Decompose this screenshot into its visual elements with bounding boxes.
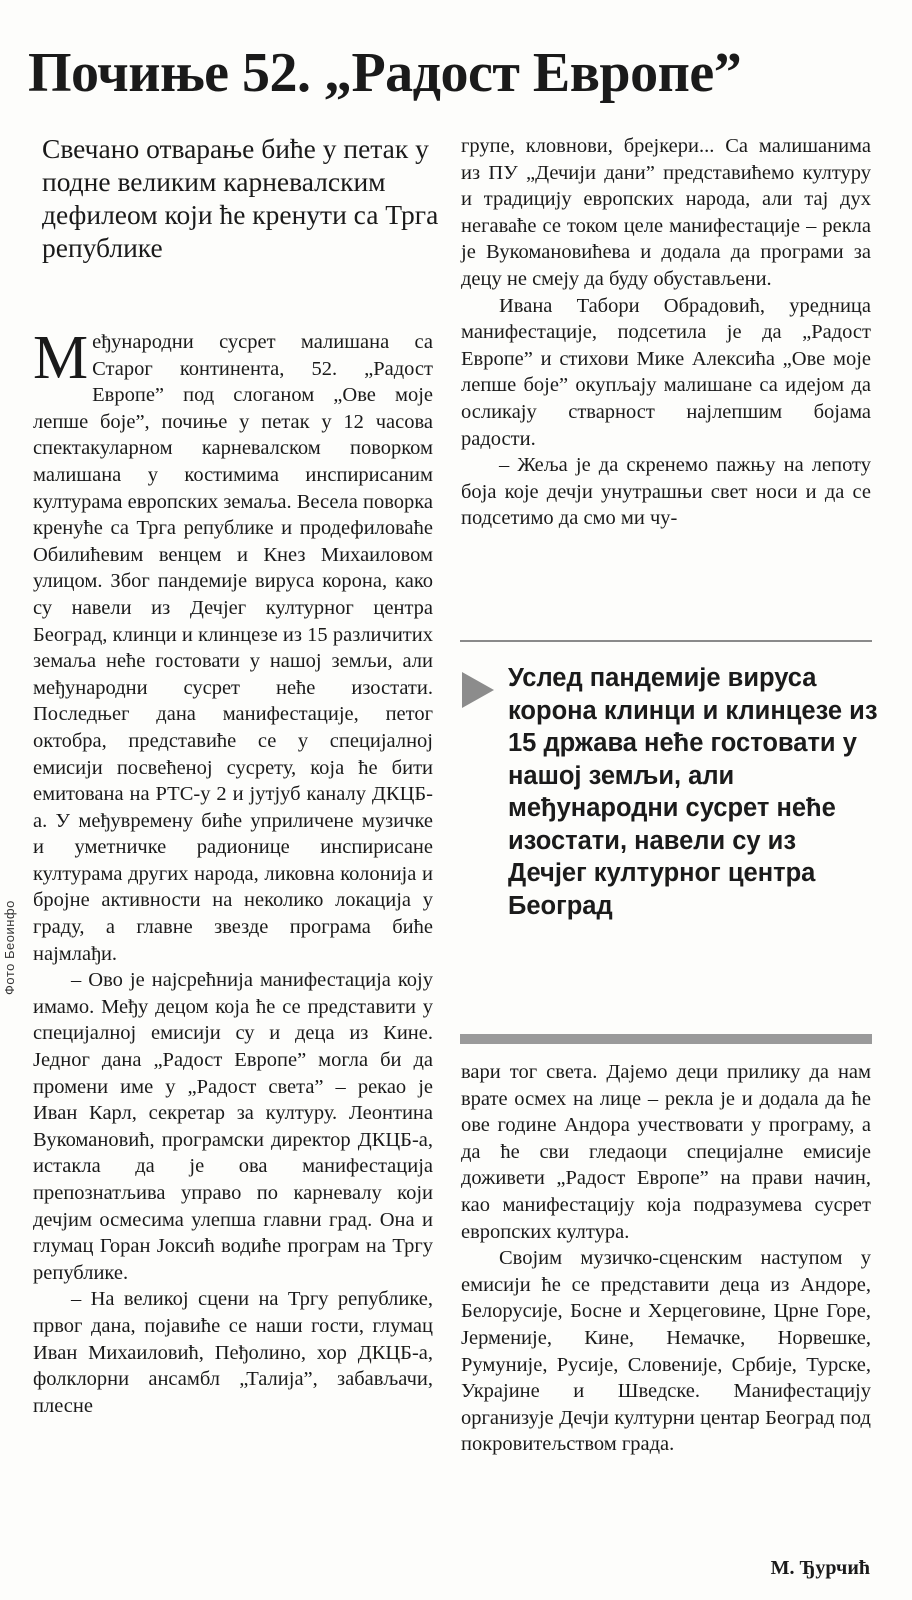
article-paragraph: – Ово је најсрећнија манифестација коју имамо. Међу децом која ће се представити у специјалној емисији су и деца из Кине. Једног дана „Радост Европе” могла би да промени име у „Радост света” – рекао је Иван Карл, секретар за културу. Леонтина Вукомановић, програмски директор ДКЦБ-а, истакла да је ова манифестација препознатљива управо по карневалу који дечјим осмесима улепша главни град. Она и глумац Горан Јоксић водиће програм на Тргу републике. (33, 969, 433, 1284)
article-paragraph: Ивана Табори Обрадовић, уредница манифестације, подсетила је да „Радост Европе” и стихови Мике Алексића „Ове моје лепше боје” окупљају малишане са идејом да осликају стварност најлепшим бојама радости. (461, 294, 871, 450)
paragraph-text-start: – На великој сцени на Тргу републике, првог дана, појавиће се наши гости, глумац Иван Михаиловић, Пеђолино, хор ДКЦБ-а, фолклорни ансамбл „Талија”, забављачи, плесне (33, 1288, 433, 1417)
byline: М. Ђурчић (770, 1557, 870, 1579)
divider-top (460, 640, 872, 642)
article-column-right-top (461, 133, 871, 532)
paragraph-text: еђународни сусрет малишана са Старог континента, 52. „Радост Европе” под слоганом „Ове моје лепше боје”, почиње у петак у 12 часова спектакуларном карневалском поворком малишана у костимима инспирисаним културама европских земаља. Весела поворка кренуће са Трга републике и продефиловаће Обилићевим венцем и Кнез Михаиловом улицом. Због пандемије вируса корона, како су навели из Дечјег културног центра Београд, клинци и клинцезе из 15 различитих земаља неће гостовати у нашој земљи, али међународни сусрет неће изостати. Последњег дана манифестације, петог октобра, представиће се у специјалној емисији посвећеној сусрету, која ће бити емитована на РТС-у 2 и јутјуб каналу ДКЦБ-а. У међувремену биће уприличене музичке и уметничке радионице инспирисане културама других народа, ликовна колонија и бројне активности на неколико локација у граду, а главне звезде програма биће најмлађи. (33, 331, 433, 965)
article-paragraph (33, 324, 433, 967)
pull-quote-box (460, 640, 878, 1040)
headline: Почиње 52. „Радост Европе” (28, 42, 742, 104)
photo-credit: Фото Беоинфо (2, 900, 17, 995)
paragraph-text-start: – Жеља је да скренемо пажњу на лепоту боја које дечји унутрашњи свет носи и да се подсетимо да смо ми чу- (461, 454, 871, 530)
paragraph-text-end: вари тог света. Дајемо деци прилику да нам врате осмех на лице – рекла је и додала да ће ове године Андора учествовати у програму, а да ће сви гледаоци специјалне емисије доживети „Радост Европе” на прави начин, као манифестацију која подразумева сусрет европских култура. (461, 1061, 871, 1243)
article-paragraph-continuation (461, 1059, 871, 1245)
divider-bottom (460, 1034, 872, 1044)
paragraph-text-end: групе, кловнови, брејкери... Са малишанима из ПУ „Дечији дани” представићемо културу и традицију европских народа, али тај дух негаваће се током целе манифестације – рекла је Вукомановићева и додала да програми за децу не смеју да буду обустављени. (461, 135, 871, 290)
triangle-arrow-icon (460, 670, 496, 710)
article-paragraph-continuation (461, 133, 871, 293)
subheadline: Свечано отварање биће у петак у подне великим карневалским дефилеом који ће кренути са Трга републике (42, 133, 439, 263)
article-column-right-bottom (461, 1059, 871, 1458)
article-column-left (33, 324, 433, 1419)
drop-cap: М (33, 324, 89, 392)
article-paragraph-continued (33, 1286, 433, 1419)
article-paragraph-continued (461, 452, 871, 532)
article-paragraph: Својим музичко-сценским наступом у емисији ће се представити деца из Андоре, Белорусије, Босне и Херцеговине, Црне Горе, Јерменије, Кине, Немачке, Норвешке, Румуније, Русије, Словеније, Србије, Турске, Украјине и Шведске. Манифестацију организује Дечји културни центар Београд под покровитељством града. (461, 1247, 871, 1456)
pull-quote: Услед пандемије вируса корона клинци и клинцезе из 15 држава неће гостовати у нашој земљи, али међународни сусрет неће изостати, навели су из Дечјег културног центра Београд (508, 664, 878, 920)
